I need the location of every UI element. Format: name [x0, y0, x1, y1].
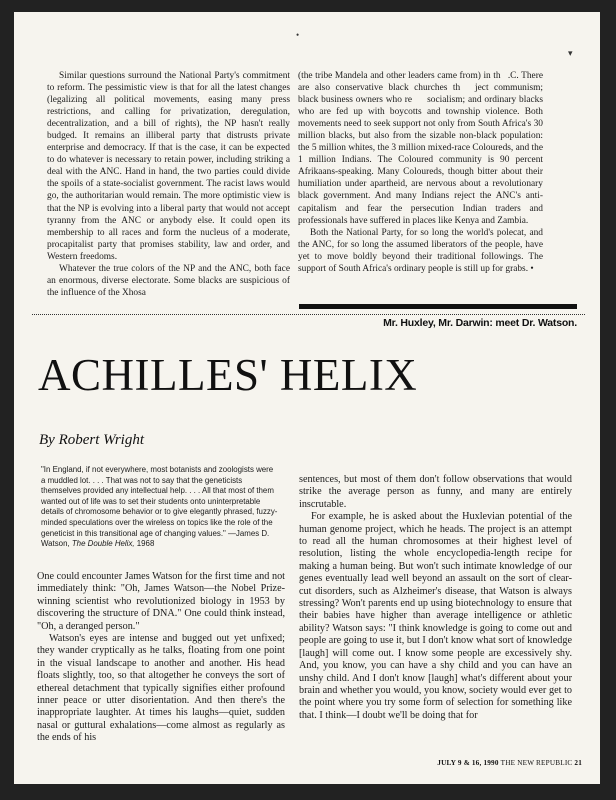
- top-left-paragraph-1: Similar questions surround the National Party's commitment to reform. The pessimistic view is that for all the latest changes (legalizing all political movements, easing many press restrictions, and calling for privatization, deregulation, decentralization, and a bill of rights), the NP hasn't really budged. It remains an illiberal party that distrusts private enterprise and democracy. If that is the case, it can be expected to do whatever is necessary to retain power, including striking a deal with the ANC. Hand in hand, the two parties could divide the spoils of a state-socialist government. The racist laws would go, the authoritarian would remain. The more optimistic view is that the NP is evolving into a liberal party that would not accept tyranny from the ANC or anybody else. It could open its membership to all races and form the nucleus of a moderate, procapitalist party that promises stability, law and order, and Western freedoms.: [47, 71, 290, 262]
- article-headline: ACHILLES' HELIX: [38, 350, 418, 400]
- top-left-paragraph-2: Whatever the true colors of the NP and the ANC, both face an enormous, diverse electorate. Some blacks are suspicious of the influence of the Xhosa: [47, 263, 290, 298]
- article-kicker: Mr. Huxley, Mr. Darwin: meet Dr. Watson.: [383, 317, 577, 329]
- top-left-column: [47, 70, 290, 300]
- folio-publication: THE NEW REPUBLIC: [500, 759, 573, 767]
- dotted-divider: [32, 314, 585, 315]
- crop-mark-right: ▾: [568, 48, 573, 58]
- crop-mark-top: •: [296, 30, 300, 40]
- top-right-paragraph-1: (the tribe Mandela and other leaders came from) in th .C. There are also conservative black churches th ject communism; black business owners who re socialism; and ordinary blacks who are fed up with boycotts and township violence. Both movements need to seek support not only from South Africa's 30 million blacks, but also from the sizable non-black population: the 5 million whites, the 3 million mixed-race Coloureds, and the 1 million Indians. The Coloured community is 90 percent Afrikaans-speaking. Many Coloureds, though bitter about their humiliation under apartheid, are nervous about a revolutionary black government. And many Indians reject the ANC's anti-capitalism and fear the persecution Indian traders and professionals have suffered in places like Kenya and Zambia.: [298, 71, 543, 226]
- body-right-paragraph-2: For example, he is asked about the Huxlevian potential of the human genome project, which he heads. The project is an attempt to read all the human chromosomes at their highest level of resolution, listing the whole encyclopedia-length recipe for making a human being. But won't such intimate knowledge of our genes eventually lead well beyond an assault on the sort of clear-cut disorders, such as Alzheimer's disease, that Watson is always stressing? Won't parents end up using biotechnology to ensure that their babies have higher than average intelligence or athletic ability? Watson says: "I think knowledge is going to come out and people are going to use it, but I don't know what sort of knowledge [laugh] will come out. I know some people are excessively shy. And, you know, you can have a shy child and you can have an unshy child. And I don't know [laugh] what's different about your brain and whether you would, you know, society would ever get to the point where you try some form of selection for something like that. I think—I doubt we'll be doing that for: [299, 511, 572, 721]
- top-right-column: [298, 70, 543, 292]
- section-rule: [299, 304, 577, 309]
- epigraph-book-title: The Double Helix,: [71, 539, 135, 549]
- epigraph: [41, 465, 279, 550]
- body-right-column: [299, 474, 572, 749]
- folio-page-number: 21: [574, 759, 582, 767]
- body-left-paragraph-1: One could encounter James Watson for the first time and not immediately think: "Oh, James Watson—the Nobel Prize-winning scientist who revolutionized biology in 1953 by discovering the structure of DNA." One could think instead, "Oh, a deranged person.": [37, 571, 285, 632]
- page-folio: [374, 759, 582, 767]
- folio-date: JULY 9 & 16, 1990: [437, 759, 499, 767]
- body-left-paragraph-2: Watson's eyes are intense and bugged out yet unfixed; they wander cryptically as he talks, floating from one point in the visual landscape to another and another. His head floats slightly, too, so that altogether he conveys the sort of ethereal detachment that typically signifies either profound inner peace or utter disorientation. And then there's the inappropriate laughter. At times his laughs—quiet, sudden nasal or guttural exhalations—come almost as regularly as the ends of his: [37, 633, 285, 744]
- body-right-paragraph-1: sentences, but most of them don't follow observations that would strike the average person as funny, and many are entirely inscrutable.: [299, 474, 572, 510]
- epigraph-year: 1968: [136, 539, 155, 549]
- magazine-page: [14, 12, 600, 784]
- body-left-column: [37, 571, 285, 749]
- epigraph-text: "In England, if not everywhere, most botanists and zoologists were a muddled lot. . . . That was not to say that the geneticists themselves provided any intellectual help. . . . All that most of them wanted out of life was to set their students onto uninterpretable details of chromosome behavior or to give elegantly phrased, fuzzy-minded speculations over the wireless on topics like the role of the geneticist in this transitional age of changing values." —James D. Watson,: [41, 465, 278, 549]
- top-right-paragraph-2: Both the National Party, for so long the world's polecat, and the ANC, for so long the assumed liberators of the people, have yet to move boldly beyond their traditional followings. The support of South Africa's ordinary people is still up for grabs. •: [298, 227, 543, 274]
- article-byline: By Robert Wright: [39, 432, 144, 448]
